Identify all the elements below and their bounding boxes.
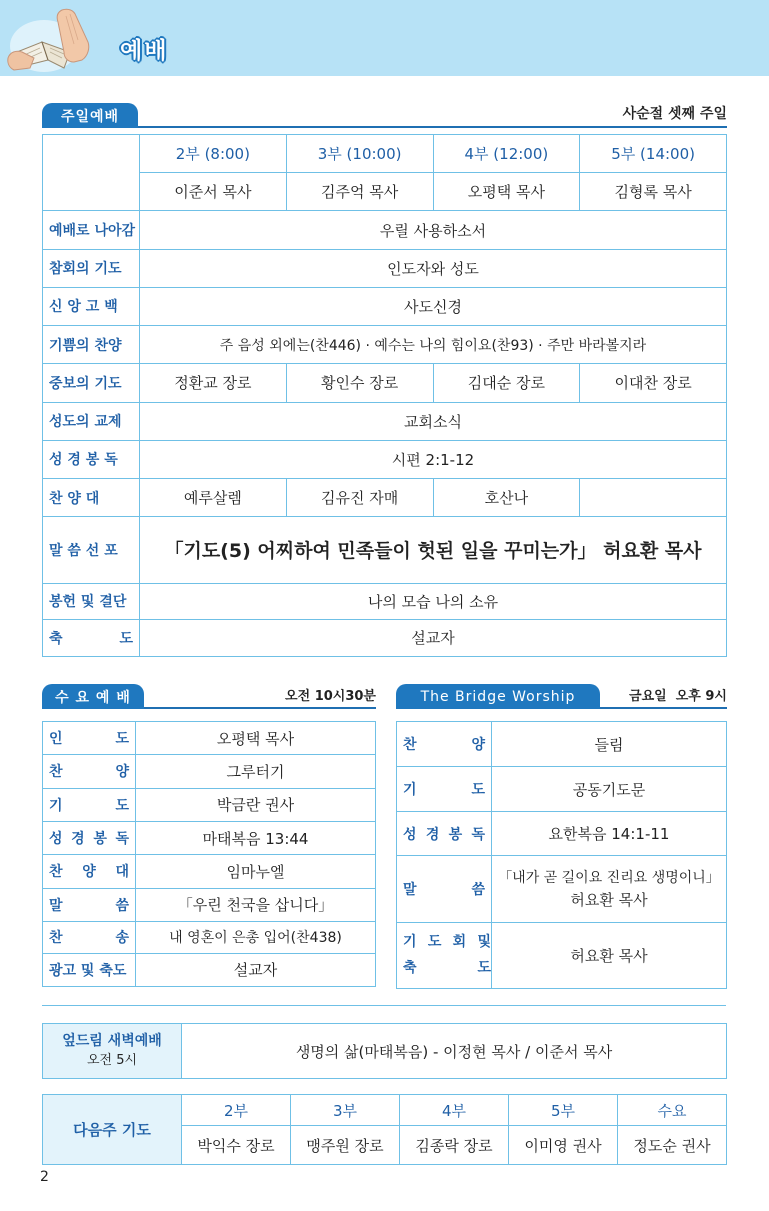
table-row xyxy=(43,722,376,755)
row-value: 오평택 목사 xyxy=(136,722,376,755)
prayer-name: 정도순 권사 xyxy=(618,1126,727,1165)
row-label: 찬 송 xyxy=(43,921,136,953)
row-label: 축 도 xyxy=(403,960,491,977)
row-value: 교회소식 xyxy=(140,402,727,440)
row-label: 찬 양 xyxy=(43,755,136,788)
wednesday-tab: 수 요 예 배 xyxy=(42,684,144,709)
table-row xyxy=(43,619,727,656)
table-row xyxy=(397,856,727,922)
row-value: 이대찬 장로 xyxy=(580,364,727,402)
table-row xyxy=(43,440,727,478)
table-row xyxy=(43,921,376,953)
prayer-service: 4부 xyxy=(400,1095,509,1126)
dawn-time: 오전 5시 xyxy=(86,1053,138,1068)
row-value: 내 영혼이 은총 입어(찬438) xyxy=(136,921,376,953)
empty-corner-cell xyxy=(43,135,140,211)
page-header xyxy=(0,0,769,76)
row-label: 참회의 기도 xyxy=(43,249,140,287)
row-label: 찬 양 대 xyxy=(43,478,140,516)
dawn-label-cell xyxy=(43,1024,182,1079)
wednesday-worship-table xyxy=(42,721,376,987)
row-value: 요한복음 14:1-11 xyxy=(492,812,727,856)
table-row xyxy=(43,211,727,249)
prayer-service: 3부 xyxy=(291,1095,400,1126)
prayer-name: 맹주원 장로 xyxy=(291,1126,400,1165)
table-row xyxy=(43,517,727,583)
table-row xyxy=(43,1095,727,1126)
table-row xyxy=(43,888,376,921)
bridge-section-header xyxy=(396,683,727,709)
row-label: 기 도 회 및 xyxy=(403,934,491,951)
sunday-section-header xyxy=(42,102,727,128)
table-row xyxy=(43,855,376,888)
row-value: 허요환 목사 xyxy=(492,922,727,988)
sunday-pastors-row xyxy=(43,173,727,211)
prayer-name: 김종락 장로 xyxy=(400,1126,509,1165)
row-value: 임마누엘 xyxy=(136,855,376,888)
row-value: 설교자 xyxy=(140,619,727,656)
row-label: 성 경 봉 독 xyxy=(397,812,492,856)
sermon-title: 「기도(5) 어찌하여 민족들이 헛된 일을 꾸미는가」 허요환 목사 xyxy=(140,517,727,583)
prayer-name: 이미영 권사 xyxy=(509,1126,618,1165)
row-value: 설교자 xyxy=(136,953,376,986)
row-label: 말 씀 xyxy=(43,888,136,921)
row-label: 신 앙 고 백 xyxy=(43,287,140,325)
prayer-name: 박익수 장로 xyxy=(182,1126,291,1165)
row-value: 인도자와 성도 xyxy=(140,249,727,287)
row-label-multiline xyxy=(397,922,492,988)
row-label: 성 경 봉 독 xyxy=(43,821,136,854)
table-row xyxy=(43,402,727,440)
row-value xyxy=(580,478,727,516)
row-label: 성도의 교제 xyxy=(43,402,140,440)
row-label: 찬 양 xyxy=(397,722,492,767)
page-number: 2 xyxy=(40,1169,49,1185)
bridge-tab: The Bridge Worship xyxy=(396,684,600,709)
table-row xyxy=(397,922,727,988)
service-pastor: 김주억 목사 xyxy=(286,173,433,211)
row-label: 찬 양 대 xyxy=(43,855,136,888)
sermon-title: 「내가 곧 길이요 진리요 생명이니」 xyxy=(498,870,720,887)
prayer-service: 수요 xyxy=(618,1095,727,1126)
service-time: 4부 (12:00) xyxy=(433,135,580,173)
sunday-tab: 주일예배 xyxy=(42,103,138,128)
dawn-worship-table xyxy=(42,1023,727,1079)
table-row xyxy=(43,583,727,619)
next-prayer-label: 다음주 기도 xyxy=(43,1095,182,1165)
row-label: 봉헌 및 결단 xyxy=(43,583,140,619)
row-value: 호산나 xyxy=(433,478,580,516)
row-label: 말 씀 xyxy=(397,856,492,922)
table-row xyxy=(43,326,727,364)
next-prayer-table xyxy=(42,1094,727,1165)
wednesday-time: 오전 10시30분 xyxy=(285,689,376,704)
page-title: 예배 xyxy=(120,38,169,64)
wednesday-section-header xyxy=(42,683,376,709)
row-value: 사도신경 xyxy=(140,287,727,325)
table-row xyxy=(43,478,727,516)
row-value: 예루살렘 xyxy=(140,478,287,516)
row-value: 들림 xyxy=(492,722,727,767)
sunday-worship-table xyxy=(42,134,727,657)
row-label: 인 도 xyxy=(43,722,136,755)
service-time: 2부 (8:00) xyxy=(140,135,287,173)
row-label: 기 도 xyxy=(43,788,136,821)
bridge-time: 금요일 오후 9시 xyxy=(629,689,727,704)
table-row xyxy=(43,287,727,325)
row-value: 「우린 천국을 삽니다」 xyxy=(136,888,376,921)
row-value: 박금란 권사 xyxy=(136,788,376,821)
row-label: 성 경 봉 독 xyxy=(43,440,140,478)
row-value: 공동기도문 xyxy=(492,767,727,812)
service-pastor: 오평택 목사 xyxy=(433,173,580,211)
sunday-times-row xyxy=(43,135,727,173)
service-time: 3부 (10:00) xyxy=(286,135,433,173)
table-row xyxy=(43,953,376,986)
service-time: 5부 (14:00) xyxy=(580,135,727,173)
bible-hands-icon xyxy=(4,2,100,74)
preacher: 허요환 목사 xyxy=(570,891,648,910)
table-row xyxy=(397,767,727,812)
table-row xyxy=(43,1024,727,1079)
table-row xyxy=(43,249,727,287)
row-label: 중보의 기도 xyxy=(43,364,140,402)
row-value: 시편 2:1-12 xyxy=(140,440,727,478)
prayer-service: 5부 xyxy=(509,1095,618,1126)
row-label: 축 도 xyxy=(43,619,140,656)
table-row xyxy=(43,755,376,788)
row-label: 말 씀 선 포 xyxy=(43,517,140,583)
bridge-worship-table xyxy=(396,721,727,989)
prayer-service: 2부 xyxy=(182,1095,291,1126)
row-label: 예배로 나아감 xyxy=(43,211,140,249)
row-value: 김유진 자매 xyxy=(286,478,433,516)
service-pastor: 김형록 목사 xyxy=(580,173,727,211)
table-row xyxy=(43,821,376,854)
row-value: 정환교 장로 xyxy=(140,364,287,402)
table-row xyxy=(397,812,727,856)
section-divider xyxy=(42,1005,726,1006)
sunday-subtitle: 사순절 셋째 주일 xyxy=(622,106,727,122)
row-value: 김대순 장로 xyxy=(433,364,580,402)
row-label: 광고 및 축도 xyxy=(43,953,136,986)
dawn-value: 생명의 삶(마태복음) - 이정현 목사 / 이준서 목사 xyxy=(182,1024,727,1079)
row-value: 마태복음 13:44 xyxy=(136,821,376,854)
table-row xyxy=(397,722,727,767)
row-value: 그루터기 xyxy=(136,755,376,788)
row-value-multiline xyxy=(492,856,727,922)
row-value: 우릴 사용하소서 xyxy=(140,211,727,249)
row-label: 기쁨의 찬양 xyxy=(43,326,140,364)
service-pastor: 이준서 목사 xyxy=(140,173,287,211)
table-row xyxy=(43,788,376,821)
row-value: 나의 모습 나의 소유 xyxy=(140,583,727,619)
dawn-label: 엎드림 새벽예배 xyxy=(62,1033,162,1049)
row-label: 기 도 xyxy=(397,767,492,812)
row-value: 황인수 장로 xyxy=(286,364,433,402)
table-row xyxy=(43,364,727,402)
row-value: 주 음성 외에는(찬446) · 예수는 나의 힘이요(찬93) · 주만 바라볼지라 xyxy=(140,326,727,364)
